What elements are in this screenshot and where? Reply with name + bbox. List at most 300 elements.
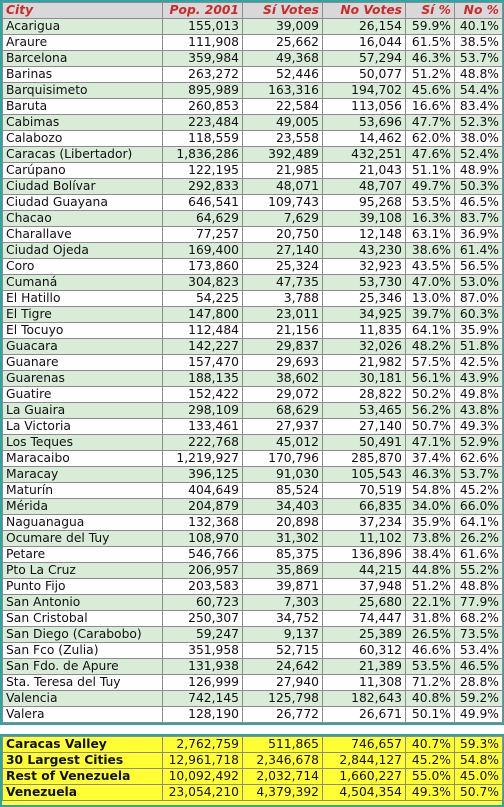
no-votes-cell: 30,181	[323, 371, 406, 387]
population-cell: 147,800	[163, 307, 243, 323]
no-votes-cell: 95,268	[323, 195, 406, 211]
city-cell: Araure	[3, 35, 163, 51]
population-cell: 298,109	[163, 403, 243, 419]
population-cell: 169,400	[163, 243, 243, 259]
table-row	[3, 659, 503, 675]
no-votes-cell: 53,465	[323, 403, 406, 419]
no-votes-cell: 21,389	[323, 659, 406, 675]
city-cell: Barquisimeto	[3, 83, 163, 99]
no-votes-cell: 11,102	[323, 531, 406, 547]
table-row	[3, 563, 503, 579]
table-row	[3, 627, 503, 643]
no-votes-cell: 32,923	[323, 259, 406, 275]
no-votes-cell: 66,835	[323, 499, 406, 515]
si-percent-cell: 73.8%	[406, 531, 455, 547]
population-cell: 250,307	[163, 611, 243, 627]
city-cell: Chacao	[3, 211, 163, 227]
si-votes-cell: 109,743	[243, 195, 323, 211]
si-percent-cell: 47.0%	[406, 275, 455, 291]
no-votes-cell: 39,108	[323, 211, 406, 227]
population-cell: 128,190	[163, 707, 243, 723]
si-percent-cell: 55.0%	[406, 769, 455, 785]
si-percent-cell: 51.2%	[406, 579, 455, 595]
table-row	[3, 531, 503, 547]
no-percent-cell: 48.9%	[455, 163, 503, 179]
si-percent-cell: 16.6%	[406, 99, 455, 115]
si-votes-cell: 39,871	[243, 579, 323, 595]
si-votes-cell: 85,524	[243, 483, 323, 499]
summary-row	[3, 753, 503, 769]
city-cell: San Fco (Zulia)	[3, 643, 163, 659]
no-percent-cell: 38.0%	[455, 131, 503, 147]
summary-row	[3, 785, 503, 801]
city-cell: Pto La Cruz	[3, 563, 163, 579]
table-row	[3, 35, 503, 51]
population-cell: 304,823	[163, 275, 243, 291]
table-row	[3, 163, 503, 179]
population-cell: 546,766	[163, 547, 243, 563]
table-row	[3, 291, 503, 307]
header-no-percent: No %	[455, 3, 503, 19]
si-votes-cell: 29,072	[243, 387, 323, 403]
no-votes-cell: 14,462	[323, 131, 406, 147]
si-percent-cell: 61.5%	[406, 35, 455, 51]
city-cell: Ciudad Ojeda	[3, 243, 163, 259]
city-cell: Baruta	[3, 99, 163, 115]
no-percent-cell: 54.4%	[455, 83, 503, 99]
no-percent-cell: 50.3%	[455, 179, 503, 195]
city-cell: Barinas	[3, 67, 163, 83]
si-votes-cell: 9,137	[243, 627, 323, 643]
city-cell: Carúpano	[3, 163, 163, 179]
no-percent-cell: 66.0%	[455, 499, 503, 515]
no-percent-cell: 49.9%	[455, 707, 503, 723]
si-votes-cell: 48,071	[243, 179, 323, 195]
no-percent-cell: 46.5%	[455, 195, 503, 211]
no-percent-cell: 52.9%	[455, 435, 503, 451]
city-cell: La Guaira	[3, 403, 163, 419]
no-votes-cell: 57,294	[323, 51, 406, 67]
table-row	[3, 499, 503, 515]
no-votes-cell: 432,251	[323, 147, 406, 163]
summary-table	[2, 736, 503, 801]
si-percent-cell: 71.2%	[406, 675, 455, 691]
city-cell: 30 Largest Cities	[3, 753, 163, 769]
no-percent-cell: 53.7%	[455, 51, 503, 67]
city-results-table	[2, 2, 503, 723]
table-row	[3, 131, 503, 147]
si-votes-cell: 3,788	[243, 291, 323, 307]
city-cell: La Victoria	[3, 419, 163, 435]
population-cell: 155,013	[163, 19, 243, 35]
summary-row	[3, 769, 503, 785]
table-row	[3, 483, 503, 499]
si-percent-cell: 45.6%	[406, 83, 455, 99]
si-percent-cell: 56.2%	[406, 403, 455, 419]
si-votes-cell: 52,446	[243, 67, 323, 83]
si-votes-cell: 29,693	[243, 355, 323, 371]
si-votes-cell: 21,156	[243, 323, 323, 339]
si-percent-cell: 49.3%	[406, 785, 455, 801]
no-percent-cell: 83.7%	[455, 211, 503, 227]
no-percent-cell: 40.1%	[455, 19, 503, 35]
no-percent-cell: 73.5%	[455, 627, 503, 643]
population-cell: 646,541	[163, 195, 243, 211]
si-percent-cell: 64.1%	[406, 323, 455, 339]
si-votes-cell: 31,302	[243, 531, 323, 547]
si-percent-cell: 16.3%	[406, 211, 455, 227]
table-row	[3, 419, 503, 435]
population-cell: 1,836,286	[163, 147, 243, 163]
table-row	[3, 307, 503, 323]
population-cell: 1,219,927	[163, 451, 243, 467]
no-percent-cell: 61.4%	[455, 243, 503, 259]
si-votes-cell: 47,735	[243, 275, 323, 291]
table-row	[3, 323, 503, 339]
no-percent-cell: 49.8%	[455, 387, 503, 403]
no-votes-cell: 44,215	[323, 563, 406, 579]
no-percent-cell: 56.5%	[455, 259, 503, 275]
si-percent-cell: 22.1%	[406, 595, 455, 611]
si-votes-cell: 29,837	[243, 339, 323, 355]
table-row	[3, 595, 503, 611]
city-cell: Mérida	[3, 499, 163, 515]
no-votes-cell: 26,154	[323, 19, 406, 35]
header-row	[3, 3, 503, 19]
population-cell: 204,879	[163, 499, 243, 515]
si-percent-cell: 40.8%	[406, 691, 455, 707]
population-cell: 10,092,492	[163, 769, 243, 785]
population-cell: 132,368	[163, 515, 243, 531]
si-votes-cell: 392,489	[243, 147, 323, 163]
no-percent-cell: 64.1%	[455, 515, 503, 531]
no-votes-cell: 11,835	[323, 323, 406, 339]
table-row	[3, 51, 503, 67]
city-cell: Cabimas	[3, 115, 163, 131]
city-cell: Valencia	[3, 691, 163, 707]
no-percent-cell: 49.3%	[455, 419, 503, 435]
city-cell: Guacara	[3, 339, 163, 355]
si-votes-cell: 38,602	[243, 371, 323, 387]
table-row	[3, 691, 503, 707]
population-cell: 396,125	[163, 467, 243, 483]
table-row	[3, 211, 503, 227]
header-city: City	[3, 3, 163, 19]
table-row	[3, 99, 503, 115]
header-population: Pop. 2001	[163, 3, 243, 19]
table-row	[3, 451, 503, 467]
city-cell: Acarigua	[3, 19, 163, 35]
si-votes-cell: 27,940	[243, 675, 323, 691]
table-row	[3, 259, 503, 275]
header-si-percent: Sí %	[406, 3, 455, 19]
no-percent-cell: 53.4%	[455, 643, 503, 659]
city-cell: Ciudad Guayana	[3, 195, 163, 211]
city-cell: Maracaibo	[3, 451, 163, 467]
si-votes-cell: 34,752	[243, 611, 323, 627]
no-percent-cell: 52.4%	[455, 147, 503, 163]
city-cell: Los Teques	[3, 435, 163, 451]
no-percent-cell: 68.2%	[455, 611, 503, 627]
si-votes-cell: 511,865	[243, 737, 323, 753]
table-row	[3, 467, 503, 483]
si-percent-cell: 40.7%	[406, 737, 455, 753]
table-row	[3, 643, 503, 659]
table-row	[3, 675, 503, 691]
table-row	[3, 611, 503, 627]
si-percent-cell: 54.8%	[406, 483, 455, 499]
table-row	[3, 67, 503, 83]
si-percent-cell: 31.8%	[406, 611, 455, 627]
si-votes-cell: 24,642	[243, 659, 323, 675]
si-percent-cell: 63.1%	[406, 227, 455, 243]
no-percent-cell: 50.7%	[455, 785, 503, 801]
city-cell: San Cristobal	[3, 611, 163, 627]
table-row	[3, 371, 503, 387]
city-cell: Charallave	[3, 227, 163, 243]
no-percent-cell: 60.3%	[455, 307, 503, 323]
population-cell: 742,145	[163, 691, 243, 707]
si-votes-cell: 85,375	[243, 547, 323, 563]
si-votes-cell: 49,368	[243, 51, 323, 67]
no-votes-cell: 53,730	[323, 275, 406, 291]
si-votes-cell: 91,030	[243, 467, 323, 483]
table-row	[3, 403, 503, 419]
si-percent-cell: 50.7%	[406, 419, 455, 435]
si-percent-cell: 37.4%	[406, 451, 455, 467]
population-cell: 895,989	[163, 83, 243, 99]
no-percent-cell: 42.5%	[455, 355, 503, 371]
si-votes-cell: 2,032,714	[243, 769, 323, 785]
city-cell: Naguanagua	[3, 515, 163, 531]
population-cell: 77,257	[163, 227, 243, 243]
si-percent-cell: 38.4%	[406, 547, 455, 563]
si-percent-cell: 59.9%	[406, 19, 455, 35]
no-votes-cell: 32,026	[323, 339, 406, 355]
population-cell: 263,272	[163, 67, 243, 83]
no-votes-cell: 26,671	[323, 707, 406, 723]
no-votes-cell: 27,140	[323, 419, 406, 435]
no-percent-cell: 45.0%	[455, 769, 503, 785]
no-votes-cell: 194,702	[323, 83, 406, 99]
no-percent-cell: 62.6%	[455, 451, 503, 467]
si-votes-cell: 2,346,678	[243, 753, 323, 769]
population-cell: 260,853	[163, 99, 243, 115]
si-votes-cell: 25,324	[243, 259, 323, 275]
header-no-votes: No Votes	[323, 3, 406, 19]
city-cell: San Diego (Carabobo)	[3, 627, 163, 643]
no-votes-cell: 1,660,227	[323, 769, 406, 785]
table-row	[3, 515, 503, 531]
population-cell: 131,938	[163, 659, 243, 675]
city-cell: Cumaná	[3, 275, 163, 291]
si-percent-cell: 51.2%	[406, 67, 455, 83]
si-percent-cell: 45.2%	[406, 753, 455, 769]
table-row	[3, 179, 503, 195]
si-percent-cell: 46.6%	[406, 643, 455, 659]
city-cell: Coro	[3, 259, 163, 275]
population-cell: 188,135	[163, 371, 243, 387]
no-votes-cell: 37,948	[323, 579, 406, 595]
no-votes-cell: 74,447	[323, 611, 406, 627]
table-row	[3, 83, 503, 99]
si-percent-cell: 47.1%	[406, 435, 455, 451]
population-cell: 223,484	[163, 115, 243, 131]
si-votes-cell: 7,629	[243, 211, 323, 227]
si-percent-cell: 43.5%	[406, 259, 455, 275]
table-row	[3, 115, 503, 131]
si-votes-cell: 45,012	[243, 435, 323, 451]
no-percent-cell: 59.3%	[455, 737, 503, 753]
si-percent-cell: 26.5%	[406, 627, 455, 643]
table-row	[3, 547, 503, 563]
no-percent-cell: 54.8%	[455, 753, 503, 769]
no-percent-cell: 52.3%	[455, 115, 503, 131]
city-cell: San Antonio	[3, 595, 163, 611]
si-percent-cell: 47.7%	[406, 115, 455, 131]
no-votes-cell: 34,925	[323, 307, 406, 323]
no-percent-cell: 48.8%	[455, 579, 503, 595]
no-votes-cell: 25,389	[323, 627, 406, 643]
no-votes-cell: 53,696	[323, 115, 406, 131]
no-votes-cell: 105,543	[323, 467, 406, 483]
no-votes-cell: 182,643	[323, 691, 406, 707]
no-percent-cell: 35.9%	[455, 323, 503, 339]
summary-row	[3, 737, 503, 753]
table-row	[3, 19, 503, 35]
si-votes-cell: 163,316	[243, 83, 323, 99]
si-percent-cell: 48.2%	[406, 339, 455, 355]
city-cell: Punto Fijo	[3, 579, 163, 595]
si-percent-cell: 39.7%	[406, 307, 455, 323]
si-votes-cell: 26,772	[243, 707, 323, 723]
no-percent-cell: 53.0%	[455, 275, 503, 291]
si-votes-cell: 170,796	[243, 451, 323, 467]
si-percent-cell: 13.0%	[406, 291, 455, 307]
population-cell: 64,629	[163, 211, 243, 227]
si-percent-cell: 53.5%	[406, 659, 455, 675]
no-percent-cell: 59.2%	[455, 691, 503, 707]
no-votes-cell: 28,822	[323, 387, 406, 403]
table-row	[3, 435, 503, 451]
population-cell: 12,961,718	[163, 753, 243, 769]
population-cell: 173,860	[163, 259, 243, 275]
no-votes-cell: 70,519	[323, 483, 406, 499]
no-percent-cell: 53.7%	[455, 467, 503, 483]
si-votes-cell: 39,009	[243, 19, 323, 35]
no-votes-cell: 21,982	[323, 355, 406, 371]
no-percent-cell: 55.2%	[455, 563, 503, 579]
si-percent-cell: 38.6%	[406, 243, 455, 259]
no-votes-cell: 25,346	[323, 291, 406, 307]
si-percent-cell: 62.0%	[406, 131, 455, 147]
table-row	[3, 339, 503, 355]
population-cell: 152,422	[163, 387, 243, 403]
population-cell: 23,054,210	[163, 785, 243, 801]
header-si-votes: Sí Votes	[243, 3, 323, 19]
no-percent-cell: 61.6%	[455, 547, 503, 563]
table-row	[3, 227, 503, 243]
si-votes-cell: 27,140	[243, 243, 323, 259]
table-row	[3, 579, 503, 595]
city-cell: Caracas (Libertador)	[3, 147, 163, 163]
population-cell: 2,762,759	[163, 737, 243, 753]
si-votes-cell: 125,798	[243, 691, 323, 707]
no-percent-cell: 45.2%	[455, 483, 503, 499]
no-votes-cell: 746,657	[323, 737, 406, 753]
summary-panel	[0, 734, 504, 807]
si-votes-cell: 7,303	[243, 595, 323, 611]
no-percent-cell: 43.9%	[455, 371, 503, 387]
si-percent-cell: 53.5%	[406, 195, 455, 211]
no-percent-cell: 38.5%	[455, 35, 503, 51]
population-cell: 206,957	[163, 563, 243, 579]
si-percent-cell: 50.2%	[406, 387, 455, 403]
no-percent-cell: 46.5%	[455, 659, 503, 675]
si-votes-cell: 23,558	[243, 131, 323, 147]
city-cell: Caracas Valley	[3, 737, 163, 753]
si-votes-cell: 4,379,392	[243, 785, 323, 801]
city-cell: Petare	[3, 547, 163, 563]
city-cell: El Hatillo	[3, 291, 163, 307]
si-votes-cell: 21,985	[243, 163, 323, 179]
population-cell: 133,461	[163, 419, 243, 435]
no-votes-cell: 2,844,127	[323, 753, 406, 769]
population-cell: 111,908	[163, 35, 243, 51]
si-votes-cell: 25,662	[243, 35, 323, 51]
table-row	[3, 355, 503, 371]
population-cell: 359,984	[163, 51, 243, 67]
no-votes-cell: 37,234	[323, 515, 406, 531]
si-percent-cell: 57.5%	[406, 355, 455, 371]
no-votes-cell: 12,148	[323, 227, 406, 243]
city-cell: Calabozo	[3, 131, 163, 147]
si-percent-cell: 49.7%	[406, 179, 455, 195]
table-row	[3, 147, 503, 163]
no-percent-cell: 26.2%	[455, 531, 503, 547]
city-cell: Maturín	[3, 483, 163, 499]
no-votes-cell: 21,043	[323, 163, 406, 179]
population-cell: 118,559	[163, 131, 243, 147]
city-cell: Guarenas	[3, 371, 163, 387]
no-percent-cell: 83.4%	[455, 99, 503, 115]
no-votes-cell: 43,230	[323, 243, 406, 259]
no-percent-cell: 28.8%	[455, 675, 503, 691]
si-percent-cell: 46.3%	[406, 467, 455, 483]
table-row	[3, 243, 503, 259]
no-votes-cell: 4,504,354	[323, 785, 406, 801]
no-votes-cell: 113,056	[323, 99, 406, 115]
no-votes-cell: 25,680	[323, 595, 406, 611]
si-percent-cell: 51.1%	[406, 163, 455, 179]
population-cell: 126,999	[163, 675, 243, 691]
table-row	[3, 387, 503, 403]
si-votes-cell: 20,750	[243, 227, 323, 243]
city-cell: Rest of Venezuela	[3, 769, 163, 785]
si-votes-cell: 20,898	[243, 515, 323, 531]
population-cell: 60,723	[163, 595, 243, 611]
si-votes-cell: 68,629	[243, 403, 323, 419]
si-percent-cell: 44.8%	[406, 563, 455, 579]
si-percent-cell: 34.0%	[406, 499, 455, 515]
table-row	[3, 275, 503, 291]
population-cell: 222,768	[163, 435, 243, 451]
population-cell: 112,484	[163, 323, 243, 339]
si-percent-cell: 50.1%	[406, 707, 455, 723]
no-votes-cell: 50,077	[323, 67, 406, 83]
city-cell: Ciudad Bolívar	[3, 179, 163, 195]
city-cell: Guanare	[3, 355, 163, 371]
